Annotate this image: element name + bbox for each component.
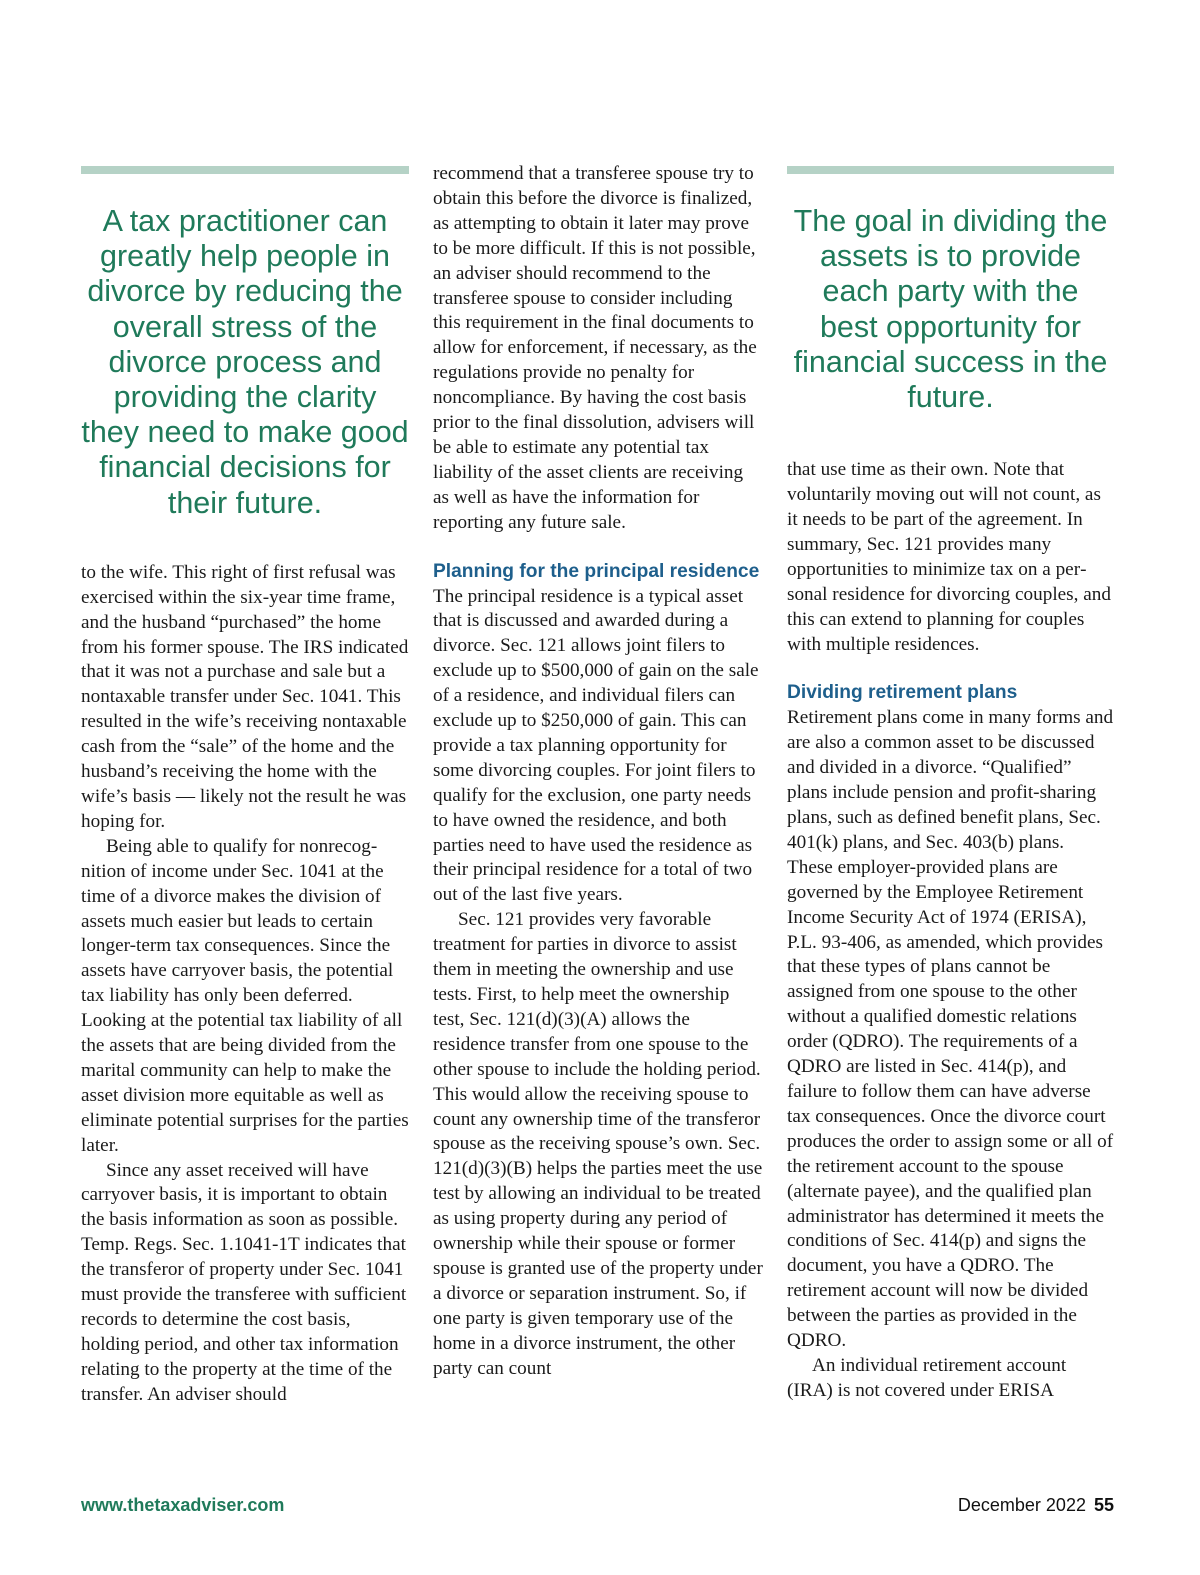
pullquote-left: A tax practitioner can greatly help people in divorce by reducing the overall stress of the divorce process and providing the clarity they need to make good financial decisions for their future. [81, 204, 409, 520]
pullquote-right: The goal in dividing the assets is to provide each party with the best opportunity for financial success in the future. [793, 204, 1108, 415]
section-heading-principal-residence: Planning for the principal residence [433, 560, 760, 582]
footer-website: www.thetaxadviser.com [81, 1495, 285, 1515]
paragraph: Since any asset received will have carryover basis, it is important to obtain the basis information as soon as possible. Temp. Regs. Sec. 1.1041-1T indicates that the transferor of property under Sec. 1041 must provide the transferee with sufficient records to determine the cost basis, holding period, and other tax information relating to the property at the time of the transfer. An adviser should [81, 1159, 407, 1405]
paragraph: Being able to qualify for nonrecognition of income under Sec. 1041 at the time of a divorce makes the division of assets much easier but leads to certain longer-term tax consequences. Since the assets have carryover basis, the potential tax liability has only been deferred. Looking at the potential tax liability of all the assets that are being divided from the marital community can help to make the asset division more equitable as well as eliminate potential surprises for the parties later. [81, 835, 409, 1156]
left-body-text [81, 561, 409, 1408]
paragraph: Sec. 121 provides very favorable treatment for parties in divorce to assist them in meeting the ownership and use tests. First, to help meet the ownership test, Sec. 121(d)(3)(A) allows the residence transfer from one spouse to the other spouse to include the holding period. This would allow the receiving spouse to count any ownership time of the transferor spouse as the receiving spouse’s own. Sec. 121(d)(3)(B) helps the parties meet the use test by allowing an individual to be treated as using property during any period of ownership while their spouse or former spouse is granted use of the property under a divorce or separation instrument. So, if one party is given temporary use of the home in a divorce instrument, the other party can count [433, 909, 763, 1379]
page-number: 55 [1093, 1495, 1114, 1515]
paragraph: The principal residence is a typical asset that is discussed and awarded during a divorce. Sec. 121 allows joint filers to exclude up to $500,000 of gain on the sale of a residence, and individual filers can exclude up to $250,000 of gain. This can provide a tax planning opportunity for some divorcing couples. For joint filers to qualify for the exclusion, one party needs to have owned the residence, and both parties need to have used the residence as their principal residence for a total of two out of the last five years. [433, 585, 759, 906]
paragraph: recommend that a transferee spouse try to obtain this before the divorce is finalized, as attempting to obtain it later may prove to be more difficult. If this is not possible, an adviser should recommend to the transferee spouse to consider including this requirement in the final documents to allow for enforcement, if necessary, as the regulations provide no penalty for noncompliance. By having the cost basis prior to the final dissolution, advisers will be able to estimate any potential tax liability of the asset clients are receiving as well as have the information for reporting any future sale. [433, 163, 757, 533]
paragraph: that use time as their own. Note that voluntarily moving out will not count, as it needs to be part of the agreement. In summary, Sec. 121 provides many opportunities to minimize tax on a personal residence for divorcing couples, and this can extend to planning for couples with multiple residences. [787, 459, 1111, 655]
paragraph: An individual retirement account (IRA) is not covered under ERISA [787, 1354, 1067, 1401]
right-column [787, 166, 1114, 1404]
paragraph: to the wife. This right of first refusal was exercised within the six-year time frame, and the husband “purchased” the home from his former spouse. The IRS indicated that it was not a purchase and sale but a nontaxable transfer under Sec. 1041. This resulted in the wife’s receiving nontaxable cash from the “sale” of the home and the husband’s receiving the home with the wife’s basis — likely not the result he was hoping for. [81, 561, 409, 832]
pullquote-rule [81, 166, 409, 174]
pullquote-rule [787, 166, 1114, 174]
footer-page-info [958, 1493, 1114, 1517]
left-column [81, 166, 409, 1408]
section-heading-retirement-plans: Dividing retirement plans [787, 682, 1018, 704]
right-body-text [787, 458, 1114, 1404]
footer-date: December 2022 [957, 1495, 1086, 1515]
paragraph: Retirement plans come in many forms and are also a common asset to be discussed and divided in a divorce. “Qualified” plans include pension and profit-sharing plans, such as defined benefit plans, Sec. 401(k) plans, and Sec. 403(b) plans. These employer-provided plans are governed by the Employee Retirement Income Security Act of 1974 (ERISA), P.L. 93-406, as amended, which provides that these types of plans cannot be assigned from one spouse to the other without a qualified domestic relations order (QDRO). The requirements of a QDRO are listed in Sec. 414(p), and failure to follow them can have adverse tax consequences. Once the divorce court produces the order to assign some or all of the retirement account to the spouse (alternate payee), and the qualified plan administrator has determined it meets the conditions of Sec. 414(p) and signs the document, you have a QDRO. The retirement account will now be divided between the parties as provided in the QDRO. [787, 707, 1114, 1352]
middle-column [433, 162, 763, 1382]
